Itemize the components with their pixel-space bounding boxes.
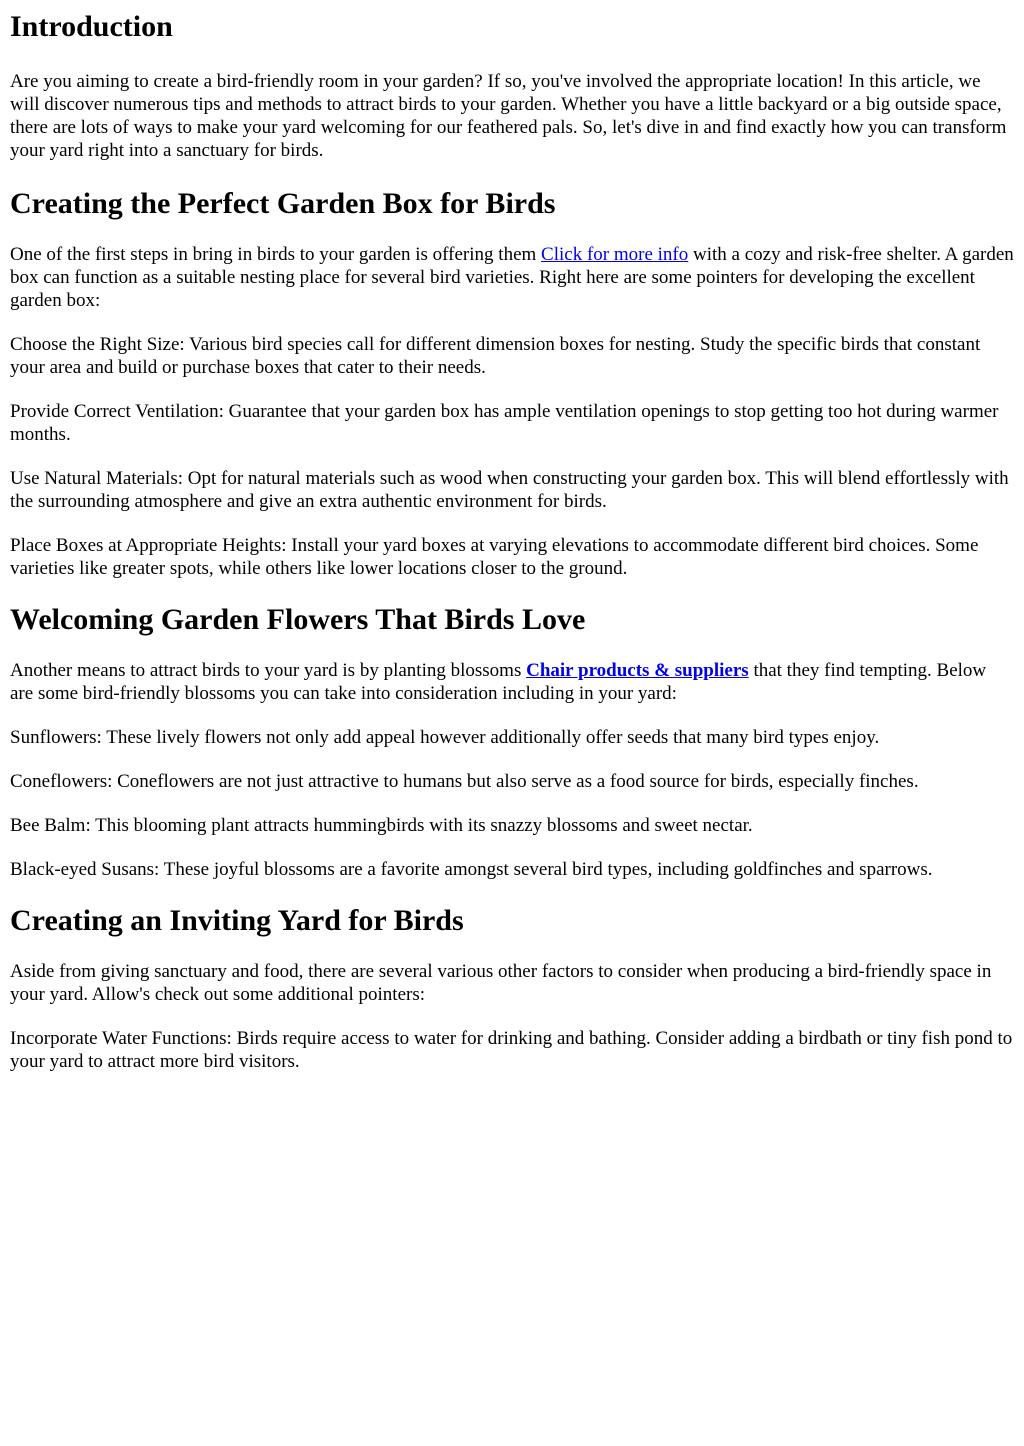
- tip-paragraph: Incorporate Water Functions: Birds require access to water for drinking and bathing. Consider adding a birdbath or tiny fish pond to your yard to attract more bird visitors.: [10, 1028, 1013, 1072]
- text-after-link: with a cozy and risk-free shelter. A garden box can function as a suitable nesting place for several bird varieties. Right here are some pointers for developing the excellent garden box:: [10, 244, 1014, 311]
- more-info-link[interactable]: Click for more info: [541, 244, 689, 265]
- tip-paragraph: Choose the Right Size: Various bird species call for different dimension boxes for nesting. Study the specific birds that constant your area and build or purchase boxes that cater to their needs.: [10, 334, 981, 378]
- section-heading: Creating an Inviting Yard for Birds: [10, 904, 464, 937]
- section-inviting-yard: [10, 904, 1014, 1073]
- flower-paragraph: Bee Balm: This blooming plant attracts hummingbirds with its snazzy blossoms and sweet nectar.: [10, 815, 753, 836]
- text-after-link: that they find tempting. Below are some bird-friendly blossoms you can take into consideration including in your yard:: [10, 660, 987, 704]
- section-heading: Introduction: [10, 10, 173, 43]
- chair-products-link[interactable]: Chair products & suppliers: [526, 660, 749, 681]
- section-heading: Welcoming Garden Flowers That Birds Love: [10, 603, 586, 636]
- intro-paragraph: Are you aiming to create a bird-friendly room in your garden? If so, you've involved the appropriate location! In this article, we will discover numerous tips and methods to attract birds to your garden. Whether you have a little backyard or a big outside space, there are lots of ways to make your yard welcoming for our feathered pals. So, let's dive in and find exactly how you can transform your yard right into a sanctuary for birds.: [10, 71, 1007, 161]
- flower-paragraph: Coneflowers: Coneflowers are not just attractive to humans but also serve as a food source for birds, especially finches.: [10, 771, 919, 792]
- flower-paragraph: Sunflowers: These lively flowers not only add appeal however additionally offer seeds that many bird types enjoy.: [10, 727, 880, 748]
- section-garden-flowers: [10, 603, 1014, 881]
- garden-box-intro: [10, 243, 1014, 312]
- yard-intro-paragraph: Aside from giving sanctuary and food, there are several various other factors to consider when producing a bird-friendly space in your yard. Allow's check out some additional pointers:: [10, 961, 992, 1005]
- section-garden-box: [10, 187, 1014, 580]
- text-before-link: Another means to attract birds to your yard is by planting blossoms: [10, 660, 527, 681]
- section-introduction: [10, 0, 1014, 162]
- tip-paragraph: Provide Correct Ventilation: Guarantee that your garden box has ample ventilation openings to stop getting too hot during warmer months.: [10, 401, 999, 445]
- tip-paragraph: Place Boxes at Appropriate Heights: Install your yard boxes at varying elevations to accommodate different bird choices. Some varieties like greater spots, while others like lower locations closer to the ground.: [10, 535, 979, 579]
- flowers-intro: [10, 659, 1014, 705]
- tip-paragraph: Use Natural Materials: Opt for natural materials such as wood when constructing your garden box. This will blend effortlessly with the surrounding atmosphere and give an extra authentic environment for birds.: [10, 468, 1009, 512]
- flower-paragraph: Black-eyed Susans: These joyful blossoms are a favorite amongst several bird types, including goldfinches and sparrows.: [10, 859, 933, 880]
- section-heading: Creating the Perfect Garden Box for Birds: [10, 187, 556, 220]
- text-before-link: One of the first steps in bring in birds to your garden is offering them: [10, 244, 542, 265]
